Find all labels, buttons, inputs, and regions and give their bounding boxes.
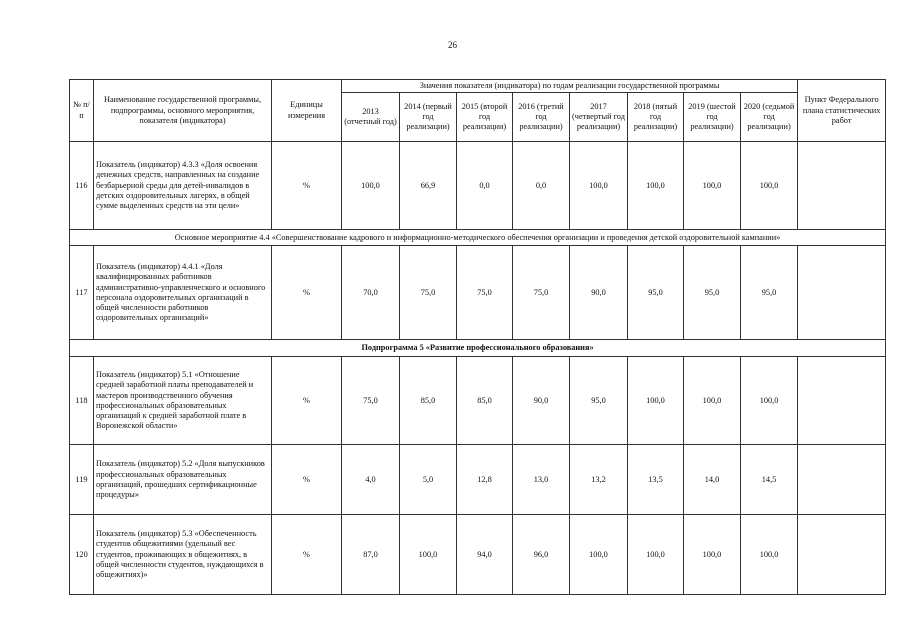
value-cell: 4,0	[342, 445, 400, 515]
value-cell: 100,0	[741, 357, 798, 445]
value-cell: 85,0	[400, 357, 457, 445]
value-cell: 95,0	[684, 246, 741, 340]
unit-cell: %	[272, 142, 342, 230]
row-number: 118	[70, 357, 94, 445]
header-year: 2016 (третий год реализации)	[513, 93, 570, 142]
value-cell: 100,0	[570, 142, 628, 230]
value-cell: 100,0	[684, 142, 741, 230]
row-number: 119	[70, 445, 94, 515]
value-cell: 100,0	[628, 142, 684, 230]
indicator-name: Показатель (индикатор) 5.2 «Доля выпускников профессиональных образовательных организаций, прошедших сертификационные процедуры»	[94, 445, 272, 515]
value-cell: 0,0	[457, 142, 513, 230]
value-cell: 95,0	[741, 246, 798, 340]
indicators-table	[69, 79, 886, 595]
value-cell: 75,0	[400, 246, 457, 340]
value-cell: 75,0	[513, 246, 570, 340]
header-num: № п/п	[70, 80, 94, 142]
fed-plan-cell	[798, 246, 886, 340]
header-unit: Единицы измерения	[272, 80, 342, 142]
subprogram-title: Подпрограмма 5 «Развитие профессионального образования»	[70, 340, 886, 357]
section-row	[70, 230, 886, 246]
table-row	[70, 445, 886, 515]
table-row	[70, 246, 886, 340]
value-cell: 100,0	[342, 142, 400, 230]
value-cell: 5,0	[400, 445, 457, 515]
unit-cell: %	[272, 445, 342, 515]
header-year: 2018 (пятый год реализации)	[628, 93, 684, 142]
value-cell: 100,0	[628, 515, 684, 595]
value-cell: 94,0	[457, 515, 513, 595]
value-cell: 13,0	[513, 445, 570, 515]
section-row	[70, 340, 886, 357]
header-year: 2014 (первый год реализации)	[400, 93, 457, 142]
value-cell: 66,9	[400, 142, 457, 230]
table-row	[70, 357, 886, 445]
header-year: 2019 (шестой год реализации)	[684, 93, 741, 142]
unit-cell: %	[272, 246, 342, 340]
value-cell: 13,5	[628, 445, 684, 515]
value-cell: 75,0	[457, 246, 513, 340]
value-cell: 14,5	[741, 445, 798, 515]
indicator-name: Показатель (индикатор) 4.4.1 «Доля квалифицированных работников административно-управленческого и основного персонала оздоровительных организаций в общей численности работников оздоровительных организаций»	[94, 246, 272, 340]
value-cell: 70,0	[342, 246, 400, 340]
value-cell: 90,0	[513, 357, 570, 445]
header-year: 2015 (второй год реализации)	[457, 93, 513, 142]
indicator-name: Показатель (индикатор) 5.3 «Обеспеченность студентов общежитиями (удельный вес студентов, проживающих в общежитиях, в общей численности студентов, нуждающихся в общежитиях)»	[94, 515, 272, 595]
row-number: 116	[70, 142, 94, 230]
value-cell: 90,0	[570, 246, 628, 340]
table-row	[70, 142, 886, 230]
table-row	[70, 515, 886, 595]
value-cell: 100,0	[400, 515, 457, 595]
header-row-top	[70, 80, 886, 93]
unit-cell: %	[272, 515, 342, 595]
indicator-name: Показатель (индикатор) 5.1 «Отношение средней заработной платы преподавателей и мастеров производственного обучения профессиональных образовательных организаций к средней заработной плате в Воронежской области»	[94, 357, 272, 445]
header-values-group: Значения показателя (индикатора) по годам реализации государственной программы	[342, 80, 798, 93]
header-year: 2020 (седьмой год реализации)	[741, 93, 798, 142]
section-title: Основное мероприятие 4.4 «Совершенствование кадрового и информационно-методического обеспечения организации и проведения детской оздоровительной кампании»	[70, 230, 886, 246]
header-fed-plan: Пункт Федерального плана статистических работ	[798, 80, 886, 142]
indicator-name: Показатель (индикатор) 4.3.3 «Доля освоения денежных средств, направленных на создание безбарьерной среды для детей-инвалидов в детских оздоровительных лагерях, в общей сумме выделенных средств на эти цели»	[94, 142, 272, 230]
fed-plan-cell	[798, 357, 886, 445]
row-number: 120	[70, 515, 94, 595]
value-cell: 12,8	[457, 445, 513, 515]
fed-plan-cell	[798, 142, 886, 230]
value-cell: 100,0	[741, 515, 798, 595]
value-cell: 85,0	[457, 357, 513, 445]
value-cell: 95,0	[570, 357, 628, 445]
value-cell: 14,0	[684, 445, 741, 515]
value-cell: 100,0	[741, 142, 798, 230]
header-year: 2013 (отчетный год)	[342, 93, 400, 142]
header-year: 2017 (четвертый год реализации)	[570, 93, 628, 142]
row-number: 117	[70, 246, 94, 340]
value-cell: 13,2	[570, 445, 628, 515]
unit-cell: %	[272, 357, 342, 445]
fed-plan-cell	[798, 445, 886, 515]
value-cell: 75,0	[342, 357, 400, 445]
page-number: 26	[448, 40, 457, 50]
value-cell: 100,0	[684, 357, 741, 445]
value-cell: 87,0	[342, 515, 400, 595]
value-cell: 95,0	[628, 246, 684, 340]
value-cell: 0,0	[513, 142, 570, 230]
value-cell: 96,0	[513, 515, 570, 595]
value-cell: 100,0	[628, 357, 684, 445]
fed-plan-cell	[798, 515, 886, 595]
header-name: Наименование государственной программы, подпрограммы, основного мероприятия, показателя (индикатора)	[94, 80, 272, 142]
value-cell: 100,0	[684, 515, 741, 595]
value-cell: 100,0	[570, 515, 628, 595]
